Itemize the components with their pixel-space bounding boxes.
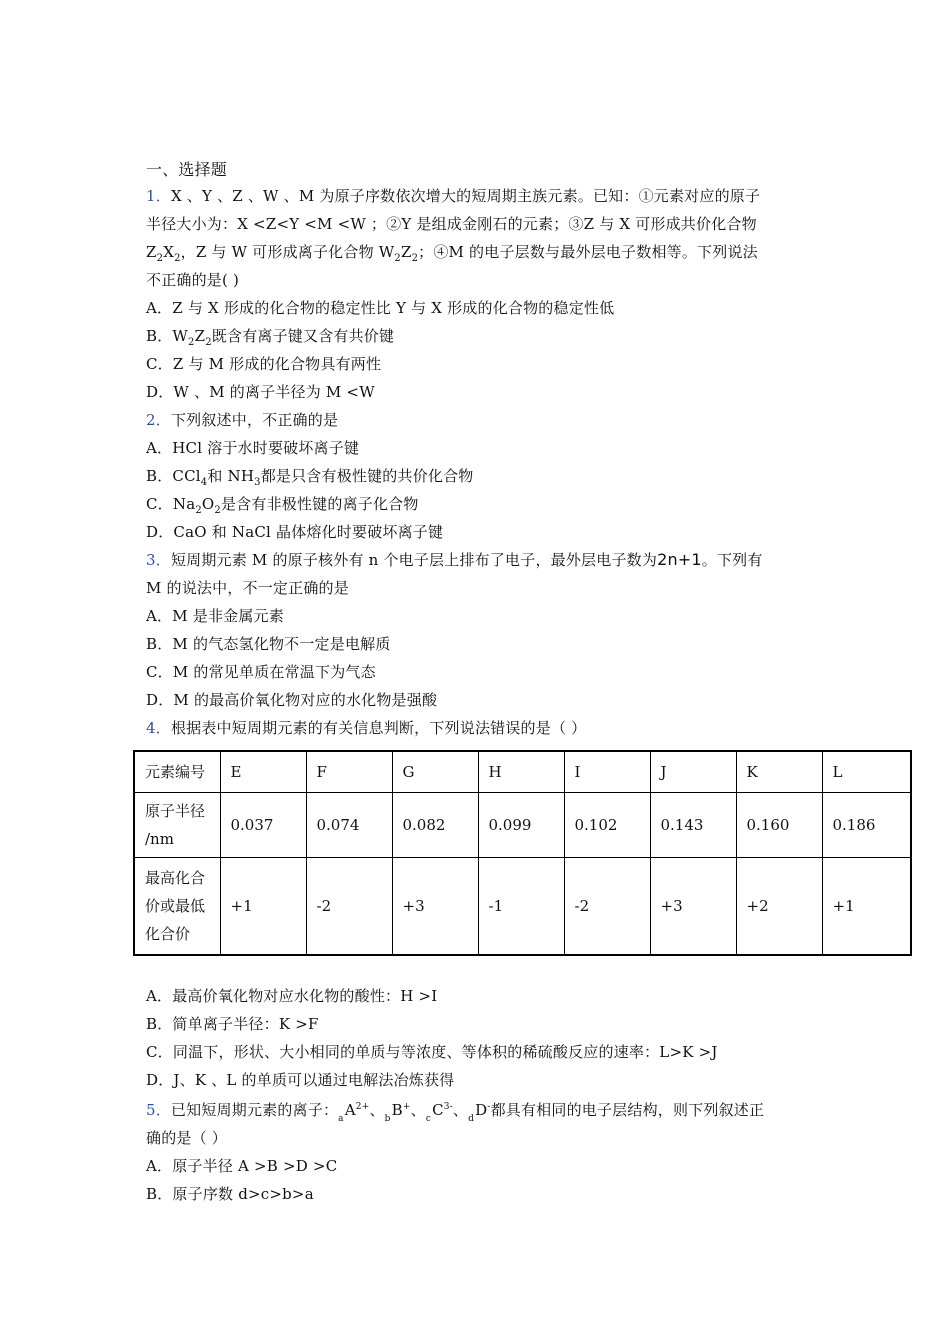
table-radius-cell: 0.037 <box>220 793 306 858</box>
table-radius-label: 原子半径 /nm <box>134 793 220 858</box>
q4-number: 4． <box>146 719 171 737</box>
element-info-table <box>133 750 912 956</box>
q2-number: 2． <box>146 411 171 429</box>
q3-option-d[interactable]: D．M 的最高价氧化物对应的水化物是强酸 <box>146 691 438 709</box>
q2-option-a[interactable]: A．HCl 溶于水时要破坏离子键 <box>146 439 360 457</box>
table-element-h: H <box>478 751 564 793</box>
table-radius-cell: 0.143 <box>650 793 736 858</box>
table-element-l: L <box>822 751 911 793</box>
table-element-g: G <box>392 751 478 793</box>
q3-number: 3． <box>146 551 171 569</box>
table-header-label: 元素编号 <box>134 751 220 793</box>
q3-formula: 2n+1 <box>657 550 702 569</box>
q1-option-b[interactable]: B．$W_2Z_2$既含有离子键又含有共价键 <box>146 327 395 348</box>
q5-stem-line2: 确的是（ ） <box>146 1129 227 1147</box>
q1-stem-line2: 半径大小为：X <Z<Y <M <W ；②Y 是组成金刚石的元素；③Z 与 X 可形成共价化合物 <box>146 215 757 233</box>
q4-option-d[interactable]: D．J、K 、L 的单质可以通过电解法冶炼获得 <box>146 1071 455 1089</box>
q5-option-a[interactable]: A．原子半径 A >B >D >C <box>146 1157 338 1175</box>
table-valence-cell: +3 <box>650 858 736 956</box>
q4-option-c[interactable]: C．同温下，形状、大小相同的单质与等浓度、等体积的稀硫酸反应的速率：L>K >J <box>146 1043 718 1061</box>
table-element-i: I <box>564 751 650 793</box>
table-radius-cell: 0.102 <box>564 793 650 858</box>
table-element-k: K <box>736 751 822 793</box>
q3-stem-line2: M 的说法中，不一定正确的是 <box>146 579 349 597</box>
q3-option-a[interactable]: A．M 是非金属元素 <box>146 607 284 625</box>
q5-option-b[interactable]: B．原子序数 d>c>b>a <box>146 1185 314 1203</box>
q1-option-a[interactable]: A．Z 与 X 形成的化合物的稳定性比 Y 与 X 形成的化合物的稳定性低 <box>146 299 615 317</box>
table-valence-cell: +2 <box>736 858 822 956</box>
q5-stem-line1: 5．已知短周期元素的离子：$aA^{2+}$、bB+、$cC^{3-}$、dD-都具有相同的电子层结构，则下列叙述正 <box>146 1101 765 1124</box>
q2-option-c[interactable]: C．$Na_2O_2$是含有非极性键的离子化合物 <box>146 495 419 516</box>
q2-stem: 2．下列叙述中，不正确的是 <box>146 411 339 429</box>
table-radius-cell: 0.099 <box>478 793 564 858</box>
table-valence-label: 最高化合 价或最低 化合价 <box>134 858 220 956</box>
table-valence-cell: +1 <box>220 858 306 956</box>
q1-stem-line3: $Z_2X_2$，Z 与 W 可形成离子化合物 $W_2Z_2$；④M 的电子层数与最外层电子数相等。下列说法 <box>146 243 758 264</box>
q3-stem-line1: 3．短周期元素 M 的原子核外有 n 个电子层上排布了电子，最外层电子数为2n+1。下列有 <box>146 550 763 569</box>
section-title: 一、选择题 <box>146 160 228 179</box>
table-radius-cell: 0.082 <box>392 793 478 858</box>
q4-option-a[interactable]: A．最高价氧化物对应水化物的酸性：H >I <box>146 987 438 1005</box>
q1-number: 1． <box>146 187 171 205</box>
q4-option-b[interactable]: B．简单离子半径：K >F <box>146 1015 319 1033</box>
table-row-valence <box>134 858 911 956</box>
q1-stem-line1: 1．X 、Y 、Z 、W 、M 为原子序数依次增大的短周期主族元素。已知：①元素对应的原子 <box>146 187 761 205</box>
q2-option-b[interactable]: B．CCl$_4$和 $NH_3$都是只含有极性键的共价化合物 <box>146 467 474 488</box>
table-valence-cell: -1 <box>478 858 564 956</box>
table-element-j: J <box>650 751 736 793</box>
table-valence-cell: -2 <box>564 858 650 956</box>
q1-option-d[interactable]: D．W 、M 的离子半径为 M <W <box>146 383 375 401</box>
q1-stem-line4: 不正确的是( ) <box>146 271 240 289</box>
table-radius-cell: 0.186 <box>822 793 911 858</box>
q3-option-b[interactable]: B．M 的气态氢化物不一定是电解质 <box>146 635 391 653</box>
table-element-f: F <box>306 751 392 793</box>
table-row-header <box>134 751 911 793</box>
q1-option-c[interactable]: C．Z 与 M 形成的化合物具有两性 <box>146 355 382 373</box>
table-radius-cell: 0.160 <box>736 793 822 858</box>
q3-option-c[interactable]: C．M 的常见单质在常温下为气态 <box>146 663 376 681</box>
table-valence-cell: -2 <box>306 858 392 956</box>
q2-option-d[interactable]: D．CaO 和 NaCl 晶体熔化时要破坏离子键 <box>146 523 444 541</box>
q5-number: 5． <box>146 1101 171 1119</box>
table-radius-cell: 0.074 <box>306 793 392 858</box>
table-row-radius <box>134 793 911 858</box>
table-valence-cell: +1 <box>822 858 911 956</box>
table-valence-cell: +3 <box>392 858 478 956</box>
q4-stem: 4．根据表中短周期元素的有关信息判断，下列说法错误的是（ ） <box>146 719 587 737</box>
table-element-e: E <box>220 751 306 793</box>
